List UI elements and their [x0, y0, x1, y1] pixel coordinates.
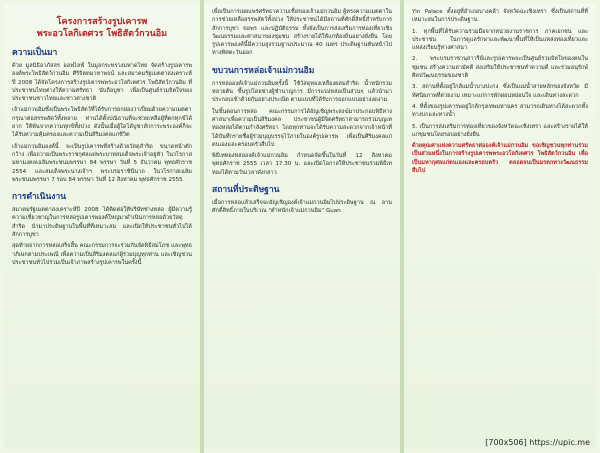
paragraph: เจ้าแม่กวนอิมองค์นี้ จะเป็นรูปเคารพที่สร้างด้วยวัสดุสำริด ขนาดหน้าตักกว้าง เพื่อถวายเป็นพระราชกุศลแด่พระบาทสมเด็จพระเจ้าอยู่หัว ในวโรกาสมหามงคลเฉลิมพระชนมพรรษา 84 พรรษา วันที่ 5 ธันวาคม พุทธศักราช 2554 และสมเด็จพระนางเจ้าฯ พระบรมราชินีนาถ ในวโรกาสเฉลิมพระชนมพรรษา 7 รอบ 84 พรรษา วันที่ 12 สิงหาคม พุทธศักราช 2555: [12, 143, 192, 183]
panel-right: [404, 4, 596, 449]
closing-paragraph: ด้วยคุณค่าแห่งความศรัทธาต่อองค์เจ้าแม่กวนอิม ขอเชิญชวนทุกท่านร่วมเป็นส่วนหนึ่งในการสร้างรูปเคารพพระอวโลกิเตศวร โพธิสัตว์กวนอิม เพื่อเป็นมหากุศลแก่ตนเองและครอบครัว ตลอดจนเป็นมรดกทางวัฒนธรรมสืบไป: [412, 143, 588, 175]
paragraph: สุดท้ายจากการหล่อเสร็จสิ้น คณะกรรมการจะร่วมกันจัดพิธีสมโภช และพุทธาภิเษกตามประเพณี เพื่อความเป็นสิริมงคลแก่ผู้ร่วมบุญทุกท่าน และเชิญชวนประชาชนทั่วไปร่วมเป็นเจ้าภาพสร้างรูปเคารพในครั้งนี้: [12, 243, 192, 266]
panel-left: [4, 4, 200, 449]
list-item: 3. สถานที่ตั้งอยู่ใกล้แม่น้ำบางปะกง ซึ่งเป็นแม่น้ำสายหลักของจังหวัด มีทัศนียภาพที่สวยงาม เหมาะแก่การพักผ่อนหย่อนใจ และเดินทางสะดวก: [412, 84, 588, 99]
paragraph: ในขั้นตอนการหล่อ คณะกรรมการได้อัญเชิญพระสงฆ์มาประกอบพิธีทางศาสนาเพื่อความเป็นสิริมงคล ประชาชนผู้มีจิตศรัทธาสามารถร่วมบุญเททองหล่อได้ตามกำลังศรัทธา โดยทุกท่านจะได้รับความสะดวกจากเจ้าหน้าที่ ได้บันทึกรายชื่อผู้ร่วมบุญบรรจุไว้ภายในองค์รูปเคารพ เพื่อเป็นศิริมงคลแก่ตนเองและครอบครัวสืบไป: [212, 108, 392, 148]
list-item: 5. เป็นการส่งเสริมการท่องเที่ยวของจังหวัดฉะเชิงเทรา และสร้างรายได้ให้แก่ชุมชนโดยรอบอย่างยั่งยืน: [412, 123, 588, 138]
paragraph: เพื่อเป็นการเผยแพร่ศรัทธาความเชื่อของเจ้าแม่กวนอิม ผู้ทรงความเมตตาในการช่วยเหลือสรรพสัตว์ทั้งปวง ให้ประชาชนได้มีสถานที่ศักดิ์สิทธิ์สำหรับการสักการบูชา ขอพร และปฏิบัติธรรม ทั้งยังเป็นการส่งเสริมการท่องเที่ยวเชิงวัฒนธรรมและศาสนาของชุมชน สร้างรายได้ให้แก่ท้องถิ่นอย่างยั่งยืน โดยรูปเคารพองค์นี้มีความสูงรวมฐานประมาณ 40 เมตร ประดิษฐานหันหน้าไปทางทิศตะวันออก: [212, 9, 392, 57]
list-item: 2. พระบรมราชานุสาวรีย์และรูปเคารพจะเป็นศูนย์รวมจิตใจของคนในชุมชน สร้างความสามัคคี ส่งเสริมให้ประชาชนทำความดี และร่วมอนุรักษ์ศิลปวัฒนธรรมของชาติ: [412, 56, 588, 80]
list-item: 4. ที่ตั้งของรูปเคารพอยู่ใกล้กรุงเทพมหานคร สามารถเดินทางได้สะดวกทั้งทางบกและทางน้ำ: [412, 103, 588, 119]
heading-casting-process: ขบวนการหล่อเจ้าแม่กวนอิม: [212, 65, 315, 76]
paragraph: การหล่อองค์เจ้าแม่กวนอิมครั้งนี้ ใช้วัสดุทองเหลืองผสมสำริด น้ำหนักรวมหลายตัน ขึ้นรูปโดยช่างผู้ชำนาญการ มีการแบ่งหล่อเป็นส่วนๆ แล้วนำมาประกอบเข้าด้วยกันอย่างประณีต ตามแบบที่ได้รับการออกแบบอย่างงดงาม: [212, 80, 392, 104]
heading-location: สถานที่ประดิษฐาน: [212, 185, 280, 196]
title-line-2: พระอวโลกิเตศวร โพธิสัตว์กวนอิม: [36, 29, 168, 39]
watermark: [700x506] https://upic.me: [485, 438, 590, 447]
paragraph: สมาคมรัฐเมตตาสงเคราะห์ปี 2008 ได้ติดต่อให้บริษัทช่างหล่อ ผู้มีความรู้ความเชี่ยวชาญในการหล่อรูปเคารพองค์ใหญ่มาดำเนินการหล่อด้วยวัสดุสำริด นำมาประดิษฐานในพื้นที่ที่เหมาะสม และเปิดให้ประชาชนทั่วไปได้สักการบูชา: [12, 207, 192, 239]
heading-background: ความเป็นมา: [12, 48, 58, 58]
paragraph: เจ้าแม่กวนอิมซึ่งเป็นพระโพธิสัตว์ที่ได้รับการยกย่องว่าเปี่ยมด้วยความเมตตากรุณาต่อสรรพสัตว์ทั้งหลาย ท่านได้ตั้งปณิธานที่จะช่วยเหลือผู้ที่ตกทุกข์ได้ยาก ให้พ้นจากความทุกข์ทั้งปวง ดังนั้นเมื่อผู้ใดได้บูชาสักการะพระองค์ก็จะได้รับความคุ้มครองและความเป็นสิริมงคลแก่ชีวิต: [12, 107, 192, 139]
paragraph: Yin Palace ตั้งอยู่ที่อำเภอบางคล้า จังหวัดฉะเชิงเทรา ซึ่งเป็นสถานที่ที่เหมาะสมในการประดิษฐาน: [412, 9, 588, 24]
heading-operation: การดำเนินงาน: [12, 192, 67, 203]
title-line-1: โครงการสร้างรูปเคารพ: [56, 17, 148, 27]
paragraph: เมื่อการหล่อแล้วเสร็จจะอัญเชิญองค์เจ้าแม่กวนอิมไปประดิษฐาน ณ ลานศักดิ์สิทธิ์ภายในบริเวณ "ตำหนักเจ้าแม่กวนอิม" Guan: [212, 200, 392, 215]
list-item: 1. ทุกพื้นที่ได้รับความร่วมมือจากหน่วยงานราชการ ภาคเอกชน และประชาชน ในการดูแลรักษาและพัฒนาพื้นที่ให้เป็นแหล่งท่องเที่ยวและแหล่งเรียนรู้ทางศาสนา: [412, 28, 588, 52]
brochure-title: [12, 16, 192, 40]
paragraph: ด้วย มูลนิธิอาภัสสร ออฟไลฟ์ ในมูลกระทรวงมหาดไทย จัดสร้างรูปเคารพองค์พระโพธิสัตว์กวนอิม ศิริจิตตมาหาพจน์ และสมาคมรัฐเมตตาสงเคราะห์ปี 2008 ได้จัดโครงการสร้างรูปเคารพพระอวโลกิเตศวร โพธิสัตว์กวนอิม ที่ประชาชนไทยต่างให้ความศรัทธา นับถือบูชา เพื่อเป็นศูนย์รวมจิตใจของประชาชนชาวไทยและชาวต่างชาติ: [12, 63, 192, 103]
panel-middle: [204, 4, 400, 449]
paragraph: พิธีเททองหล่อองค์เจ้าแม่กวนอิม กำหนดจัดขึ้นในวันที่ 12 สิงหาคม พุทธศักราช 2555 เวลา 17.30 น. และเปิดโอกาสให้ประชาชนร่วมพิธีเททองได้ตามวันเวลาดังกล่าว: [212, 153, 392, 176]
